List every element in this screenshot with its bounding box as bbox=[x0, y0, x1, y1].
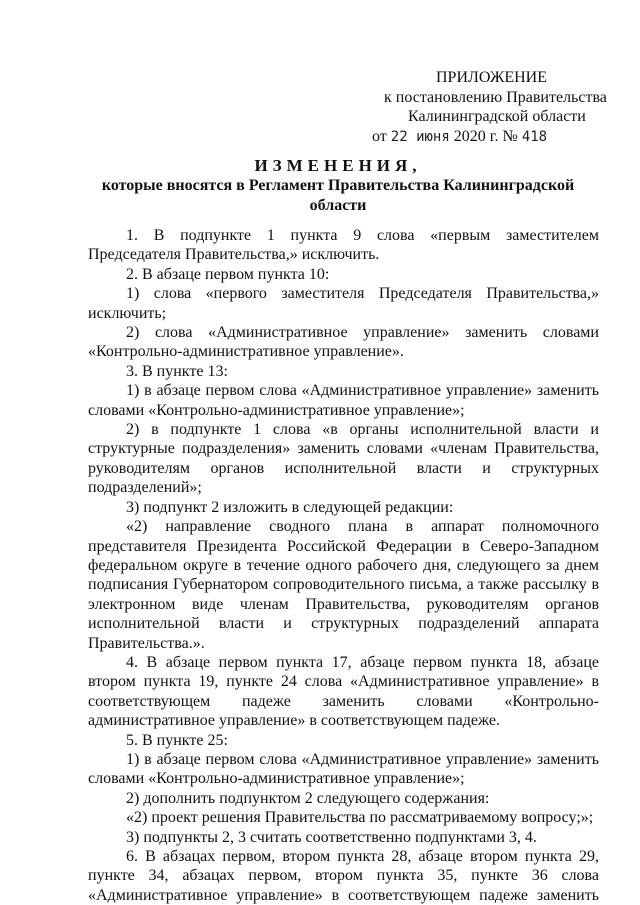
appendix-title: ПРИЛОЖЕНИЕ bbox=[436, 69, 548, 86]
document-number: 418 bbox=[521, 128, 548, 145]
paragraph: 3) подпункт 2 изложить в следующей редакции: bbox=[126, 498, 454, 516]
document-heading bbox=[88, 156, 588, 216]
paragraph: 1. В подпункте 1 пункта 9 слова «первым заместителем Председателя Правительства,» исключить. bbox=[88, 227, 599, 264]
paragraph: 4. В абзаце первом пункта 17, абзаце первом пункта 18, абзаце втором пункта 19, пункте 24 слова «Административное управление» в соответствующем падеже заменить словами «Контрольно-административное управление» в соответствующем падеже. bbox=[88, 653, 599, 730]
paragraph: 2) слова «Административное управление» заменить словами «Контрольно-административное управление». bbox=[88, 324, 599, 361]
appendix-region-line: Калининградской области bbox=[408, 108, 586, 125]
appendix-block bbox=[364, 68, 614, 147]
date-year: 2020 г. № bbox=[453, 127, 518, 145]
paragraph: 1) в абзаце первом слова «Административное управление» заменить словами «Контрольно-административное управление»; bbox=[88, 382, 599, 419]
paragraph: 1) слова «первого заместителя Председателя Правительства,» исключить; bbox=[88, 285, 599, 322]
appendix-date-line bbox=[364, 127, 614, 148]
paragraph: 1) в абзаце первом слова «Административное управление» заменить словами «Контрольно-административное управление»; bbox=[88, 750, 599, 788]
date-prefix: от bbox=[372, 127, 387, 145]
paragraph: 2) дополнить подпунктом 2 следующего содержания: bbox=[126, 789, 490, 807]
paragraph: 3. В пункте 13: bbox=[126, 362, 228, 380]
heading-subtitle: которые вносятся в Регламент Правительства Калининградской области bbox=[101, 177, 575, 214]
paragraph: 2) в подпункте 1 слова «в органы исполнительной власти и структурные подразделения» заменить словами «членам Правительства, руководителям органов исполнительной власти и структурных подразделений»; bbox=[88, 421, 599, 497]
paragraph: «2) направление сводного плана в аппарат полномочного представителя Президента Российской Федерации в Северо-Западном федеральном округе в течение одного рабочего дня, следующего за днем подписания Губернатором сопроводительного письма, а также рассылку в электронном виде членам Правительства, руководителям органов исполнительной власти и структурных подразделений аппарата Правительства.». bbox=[88, 518, 599, 652]
document-body bbox=[88, 226, 599, 905]
paragraph: «2) проект решения Правительства по рассматриваемому вопросу;»; bbox=[126, 809, 594, 827]
paragraph: 2. В абзаце первом пункта 10: bbox=[126, 265, 330, 283]
date-day-month: 22 июня bbox=[390, 128, 450, 145]
heading-title: ИЗМЕНЕНИЯ, bbox=[254, 156, 422, 175]
paragraph: 5. В пункте 25: bbox=[126, 731, 228, 749]
paragraph: 6. В абзацах первом, втором пункта 28, абзаце втором пункта 29, пункте 34, абзацах первом, втором пункта 35, пункте 36 слова «Административное управление» в соответствующем падеже заменить bbox=[88, 848, 599, 904]
appendix-resolution-line: к постановлению Правительства bbox=[384, 88, 607, 106]
paragraph: 3) подпункты 2, 3 считать соответственно подпунктами 3, 4. bbox=[126, 828, 537, 846]
